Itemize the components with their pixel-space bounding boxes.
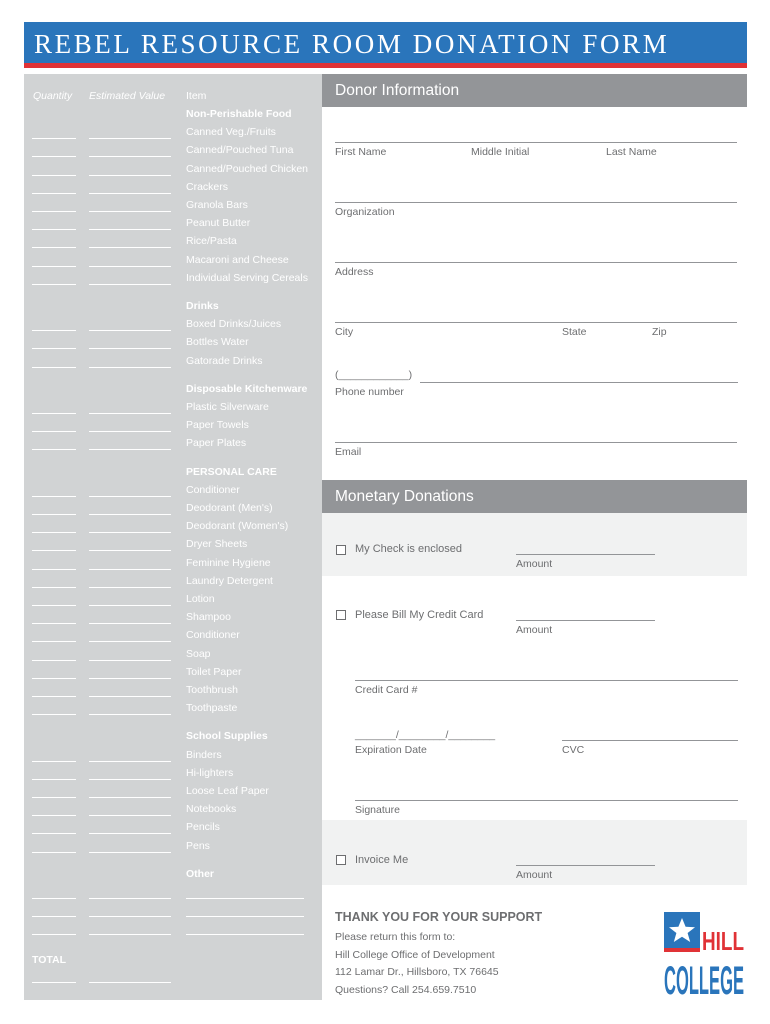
credit-amount-label: Amount: [516, 624, 553, 636]
item-label: Crackers: [186, 180, 229, 193]
item-label: Peanut Butter: [186, 217, 251, 230]
estimated-value-field[interactable]: [89, 714, 171, 715]
item-row: [0, 538, 298, 556]
item-label: Paper Towels: [186, 419, 249, 432]
estimated-value-field[interactable]: [89, 641, 171, 642]
quantity-field[interactable]: [32, 779, 76, 780]
form-title: REBEL RESOURCE ROOM DONATION FORM: [34, 29, 670, 59]
item-label: Canned Veg./Fruits: [186, 126, 276, 139]
item-row: [0, 684, 298, 702]
item-label: Shampoo: [186, 611, 231, 624]
donor-section-title: Donor Information: [335, 82, 460, 99]
quantity-field[interactable]: [32, 714, 76, 715]
item-label: Dryer Sheets: [186, 538, 248, 551]
title-bar: [24, 22, 747, 68]
total-quantity-field[interactable]: [32, 982, 76, 983]
address-label: Address: [335, 266, 374, 278]
estimated-value-field[interactable]: [89, 934, 171, 935]
item-label: Plastic Silverware: [186, 401, 269, 413]
quantity-field[interactable]: [32, 175, 76, 176]
quantity-field[interactable]: [32, 514, 76, 515]
city-label: City: [335, 326, 354, 338]
estimated-value-field[interactable]: [89, 431, 171, 432]
quantity-field[interactable]: [32, 797, 76, 798]
quantity-field[interactable]: [32, 550, 76, 551]
quantity-field[interactable]: [32, 532, 76, 533]
estimated-value-field[interactable]: [89, 193, 171, 194]
total-value-field[interactable]: [89, 982, 171, 983]
quantity-field[interactable]: [32, 496, 76, 497]
monetary-section-title: Monetary Donations: [335, 488, 474, 505]
quantity-field[interactable]: [32, 247, 76, 248]
quantity-field[interactable]: [32, 660, 76, 661]
last-name-label: Last Name: [606, 146, 657, 158]
item-label: Macaroni and Cheese: [186, 253, 289, 266]
estimated-value-field[interactable]: [89, 266, 171, 267]
quantity-field[interactable]: [32, 605, 76, 606]
item-row: [0, 821, 298, 839]
quantity-field[interactable]: [32, 266, 76, 267]
item-label: Toothbrush: [186, 684, 238, 696]
other-item-field[interactable]: [186, 916, 304, 917]
item-row: [0, 611, 298, 629]
category-label: Drinks: [186, 300, 219, 312]
item-row: [0, 922, 298, 940]
middle-initial-label: Middle Initial: [471, 146, 530, 158]
estimated-value-field[interactable]: [89, 496, 171, 497]
item-label: Lotion: [186, 593, 215, 605]
quantity-field[interactable]: [32, 211, 76, 212]
office-name: Hill College Office of Development: [335, 949, 495, 961]
quantity-field[interactable]: [32, 916, 76, 917]
item-row: [0, 401, 298, 419]
signature-label: Signature: [355, 804, 400, 816]
estimated-value-field[interactable]: [89, 514, 171, 515]
estimated-value-field[interactable]: [89, 569, 171, 570]
email-field[interactable]: [335, 442, 737, 443]
item-row: [0, 271, 308, 290]
item-row: [0, 437, 298, 455]
first-name-label: First Name: [335, 146, 387, 158]
quantity-field[interactable]: [32, 348, 76, 349]
item-row: [0, 767, 298, 785]
credit-card-checkbox[interactable]: [336, 610, 346, 620]
estimated-value-field[interactable]: [89, 779, 171, 780]
organization-field[interactable]: [335, 202, 737, 203]
estimated-value-field[interactable]: [89, 247, 171, 248]
expiration-date-field[interactable]: _______/________/________: [355, 729, 496, 741]
item-label: Canned/Pouched Chicken: [186, 162, 309, 175]
item-row: [0, 886, 298, 904]
credit-card-number-label: Credit Card #: [355, 684, 418, 696]
credit-card-number-field[interactable]: [355, 680, 738, 681]
category-label: Non-Perishable Food: [186, 108, 292, 120]
category-label: School Supplies: [186, 730, 268, 743]
quantity-field[interactable]: [32, 367, 76, 368]
item-row: [0, 199, 298, 217]
quantity-field[interactable]: [32, 696, 76, 697]
estimated-value-field[interactable]: [89, 330, 171, 331]
other-item-field[interactable]: [186, 898, 304, 899]
logo-college-text: COLLEGE: [664, 959, 744, 1003]
item-label: Hi-lighters: [186, 766, 234, 779]
invoice-amount-field[interactable]: [516, 865, 655, 866]
address-field[interactable]: [335, 262, 737, 263]
total-label: TOTAL: [32, 954, 67, 966]
estimated-value-field[interactable]: [89, 284, 171, 285]
item-label: Conditioner: [186, 483, 240, 496]
estimated-value-field[interactable]: [89, 916, 171, 917]
phone-area-code-field[interactable]: (____________): [335, 369, 413, 381]
item-row: [0, 840, 298, 858]
item-label: Bottles Water: [186, 336, 249, 349]
quantity-field[interactable]: [32, 229, 76, 230]
contact-phone: Questions? Call 254.659.7510: [335, 984, 477, 996]
quantity-field[interactable]: [32, 431, 76, 432]
estimated-value-field[interactable]: [89, 761, 171, 762]
item-row: [0, 318, 298, 336]
quantity-field[interactable]: [32, 641, 76, 642]
item-row: [0, 904, 298, 922]
item-row: [0, 144, 298, 162]
item-row: [0, 126, 298, 144]
item-row: [0, 484, 298, 502]
estimated-value-field[interactable]: [89, 833, 171, 834]
quantity-field[interactable]: [32, 330, 76, 331]
category-label: Disposable Kitchenware: [186, 382, 308, 395]
item-label: Deodorant (Women's): [186, 520, 289, 533]
estimated-value-field[interactable]: [89, 587, 171, 588]
item-label: Pencils: [186, 821, 220, 834]
monetary-section-header: [322, 480, 747, 513]
quantity-field[interactable]: [32, 623, 76, 624]
logo-hill-text: HILL: [702, 926, 745, 956]
estimated-value-field[interactable]: [89, 532, 171, 533]
item-row: [0, 749, 298, 767]
item-label: Granola Bars: [186, 199, 248, 211]
quantity-field[interactable]: [32, 587, 76, 588]
item-row: [0, 419, 298, 437]
office-address: 112 Lamar Dr., Hillsboro, TX 76645: [335, 966, 499, 978]
estimated-value-field[interactable]: [89, 898, 171, 899]
item-row: [0, 593, 298, 611]
check-enclosed-checkbox[interactable]: [336, 545, 346, 555]
item-label: Notebooks: [186, 803, 237, 816]
signature-field[interactable]: [355, 800, 738, 801]
item-label: Deodorant (Men's): [186, 502, 273, 514]
item-row: [0, 629, 298, 647]
item-row: [0, 803, 298, 821]
item-label: Toothpaste: [186, 702, 238, 715]
estimated-value-field[interactable]: [89, 229, 171, 230]
credit-card-label: Please Bill My Credit Card: [355, 609, 484, 621]
invoice-amount-label: Amount: [516, 869, 553, 881]
item-label: Binders: [186, 748, 222, 761]
quantity-field[interactable]: [32, 852, 76, 853]
estimated-value-field[interactable]: [89, 605, 171, 606]
return-instructions: Please return this form to:: [335, 931, 456, 943]
item-label: Boxed Drinks/Juices: [186, 318, 282, 331]
estimated-value-field[interactable]: [89, 156, 171, 157]
quantity-field[interactable]: [32, 898, 76, 899]
estimated-value-field[interactable]: [89, 550, 171, 551]
estimated-value-field[interactable]: [89, 449, 171, 450]
expiration-date-label: Expiration Date: [355, 744, 427, 756]
hill-college-logo: [662, 910, 746, 1003]
item-column-header: Item: [186, 90, 207, 102]
quantity-field[interactable]: [32, 284, 76, 285]
estimated-value-field[interactable]: [89, 678, 171, 679]
item-row: [0, 336, 298, 354]
estimated-value-field[interactable]: [89, 413, 171, 414]
estimated-value-field[interactable]: [89, 696, 171, 697]
item-row: [0, 557, 298, 575]
item-row: [0, 162, 309, 181]
quantity-field[interactable]: [32, 833, 76, 834]
category-label: PERSONAL CARE: [186, 465, 277, 478]
quantity-field[interactable]: [32, 761, 76, 762]
item-label: Feminine Hygiene: [186, 556, 271, 569]
estimated-value-field[interactable]: [89, 660, 171, 661]
estimated-value-field[interactable]: [89, 211, 171, 212]
item-label: Rice/Pasta: [186, 235, 237, 248]
item-row: [0, 785, 298, 803]
check-amount-field[interactable]: [516, 554, 655, 555]
quantity-field[interactable]: [32, 193, 76, 194]
quantity-field[interactable]: [32, 569, 76, 570]
estimated-value-field[interactable]: [89, 138, 171, 139]
value-column-header: Estimated Value: [89, 90, 166, 102]
cvc-field[interactable]: [562, 740, 738, 741]
donor-section-header: [322, 74, 747, 107]
item-label: Canned/Pouched Tuna: [186, 144, 294, 157]
estimated-value-field[interactable]: [89, 797, 171, 798]
other-item-field[interactable]: [186, 934, 304, 935]
email-label: Email: [335, 446, 362, 458]
item-row: [0, 355, 298, 373]
state-label: State: [562, 326, 587, 338]
zip-label: Zip: [652, 326, 667, 338]
item-label: Loose Leaf Paper: [186, 785, 269, 797]
item-label: Individual Serving Cereals: [186, 271, 308, 284]
city-state-zip-field[interactable]: [335, 322, 737, 323]
item-label: Conditioner: [186, 629, 240, 642]
quantity-field[interactable]: [32, 449, 76, 450]
item-row: [0, 502, 298, 520]
item-label: Laundry Detergent: [186, 574, 273, 587]
item-row: [0, 575, 298, 593]
item-row: [0, 181, 298, 199]
check-enclosed-label: My Check is enclosed: [355, 543, 462, 555]
logo-red-stripe: [664, 948, 700, 952]
item-row: [0, 666, 298, 684]
estimated-value-field[interactable]: [89, 815, 171, 816]
category-label: Other: [186, 867, 215, 880]
estimated-value-field[interactable]: [89, 852, 171, 853]
credit-amount-field[interactable]: [516, 620, 655, 621]
item-label: Gatorade Drinks: [186, 354, 263, 367]
item-row: [0, 235, 298, 253]
invoice-checkbox[interactable]: [336, 855, 346, 865]
phone-label: Phone number: [335, 386, 404, 398]
thank-you-heading: THANK YOU FOR YOUR SUPPORT: [335, 910, 543, 924]
estimated-value-field[interactable]: [89, 367, 171, 368]
item-row: [0, 702, 298, 720]
organization-label: Organization: [335, 206, 395, 218]
estimated-value-field[interactable]: [89, 348, 171, 349]
quantity-field[interactable]: [32, 156, 76, 157]
invoice-label: Invoice Me: [355, 854, 409, 866]
item-label: Paper Plates: [186, 437, 247, 450]
name-field[interactable]: [335, 142, 737, 143]
item-row: [0, 648, 298, 666]
quantity-field[interactable]: [32, 815, 76, 816]
quantity-field[interactable]: [32, 138, 76, 139]
item-label: Soap: [186, 647, 211, 660]
check-amount-label: Amount: [516, 558, 553, 570]
cvc-label: CVC: [562, 744, 585, 756]
quantity-field[interactable]: [32, 934, 76, 935]
item-row: [0, 217, 298, 235]
phone-number-field[interactable]: [420, 382, 738, 383]
item-row: [0, 254, 298, 272]
item-row: [0, 520, 298, 538]
quantity-field[interactable]: [32, 678, 76, 679]
item-label: Pens: [186, 839, 210, 852]
item-label: Toilet Paper: [186, 665, 242, 678]
estimated-value-field[interactable]: [89, 623, 171, 624]
estimated-value-field[interactable]: [89, 175, 171, 176]
quantity-column-header: Quantity: [33, 90, 73, 102]
quantity-field[interactable]: [32, 413, 76, 414]
